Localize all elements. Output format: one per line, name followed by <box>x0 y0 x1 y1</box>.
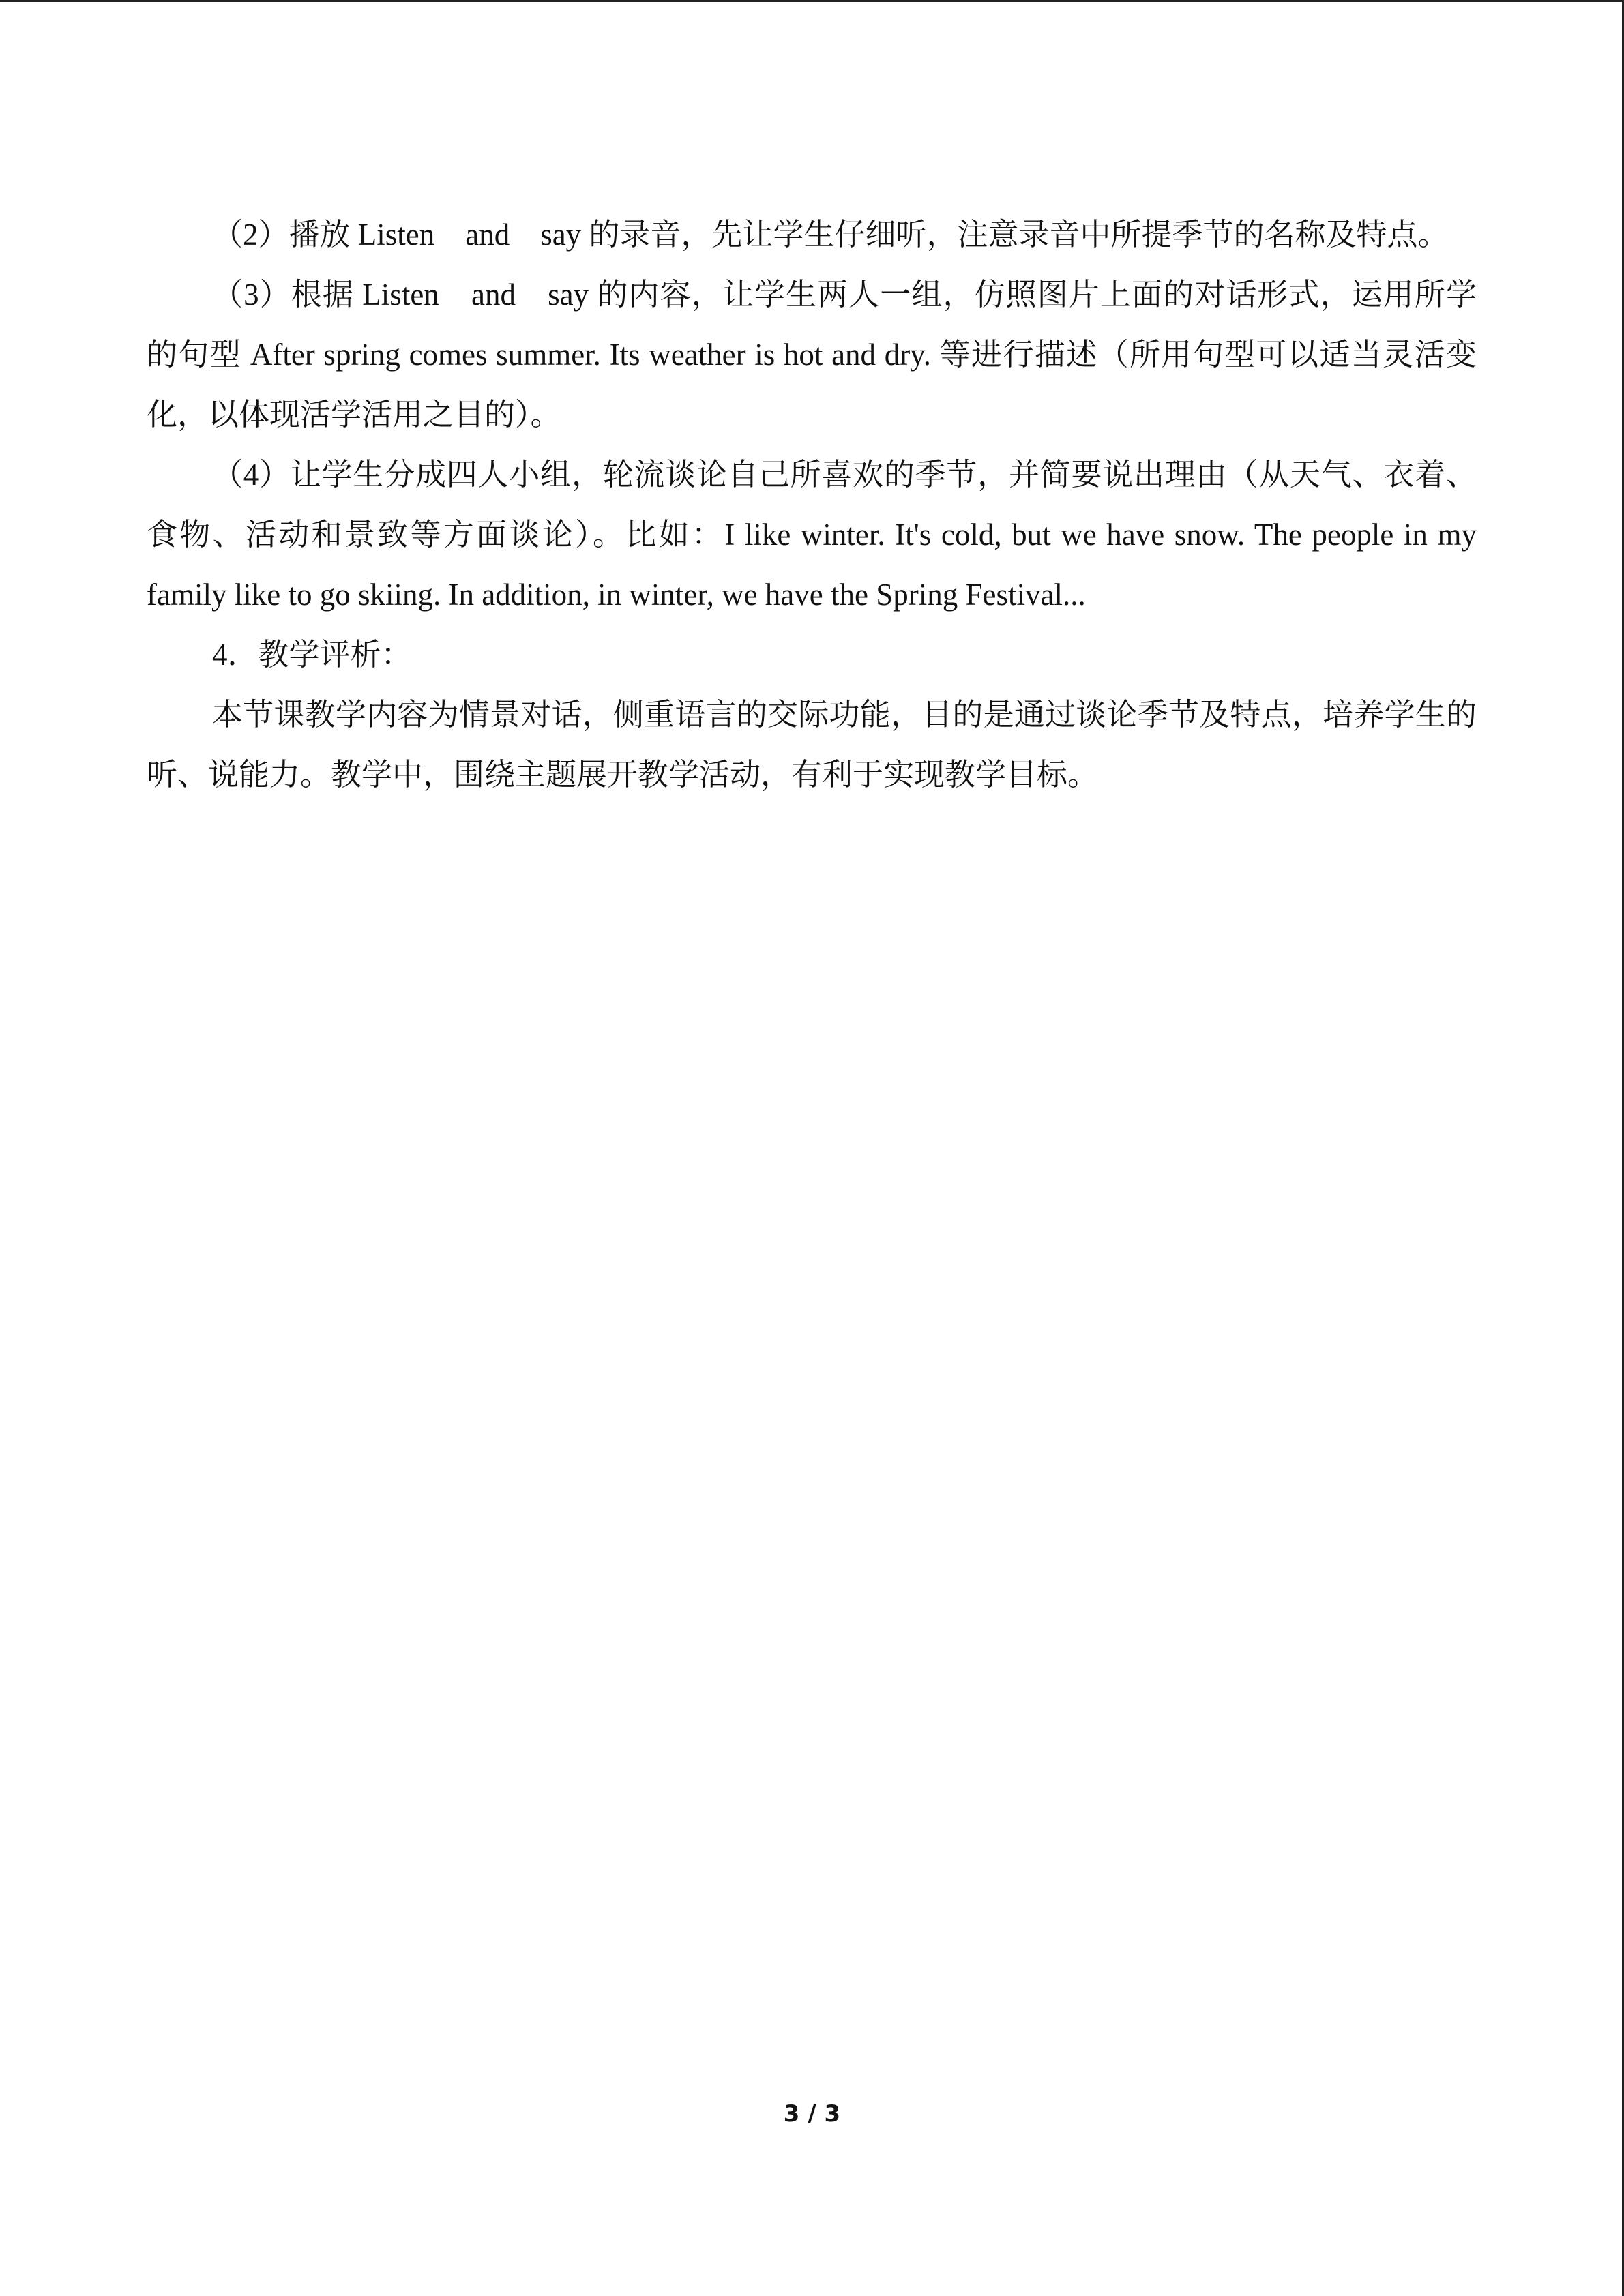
section-heading-evaluation: 4．教学评析： <box>212 638 412 672</box>
paragraph-step-2: （2）播放 Listen and say 的录音，先让学生仔细听，注意录音中所提季节的名称及特点。 <box>212 218 1449 252</box>
paragraph-step-4: （4）让学生分成四人小组，轮流谈论自己所喜欢的季节，并简要说出理由（从天气、衣着、食物、活动和景致等方面谈论）。比如：I like winter. It's cold, but we have snow. The people in my family like to go skiing. In addition, in winter, we have the Spring Festival... <box>147 458 1477 612</box>
page-number: 3 / 3 <box>783 2100 841 2128</box>
paragraph-evaluation: 本节课教学内容为情景对话，侧重语言的交际功能，目的是通过谈论季节及特点，培养学生的听、说能力。教学中，围绕主题展开教学活动，有利于实现教学目标。 <box>147 698 1477 792</box>
paragraph-step-3: （3）根据 Listen and say 的内容，让学生两人一组，仿照图片上面的对话形式，运用所学的句型 After spring comes summer. Its weather is hot and dry. 等进行描述（所用句型可以适当灵活变化，以体现活学活用之目的）。 <box>147 278 1477 432</box>
document-body <box>147 205 1477 805</box>
